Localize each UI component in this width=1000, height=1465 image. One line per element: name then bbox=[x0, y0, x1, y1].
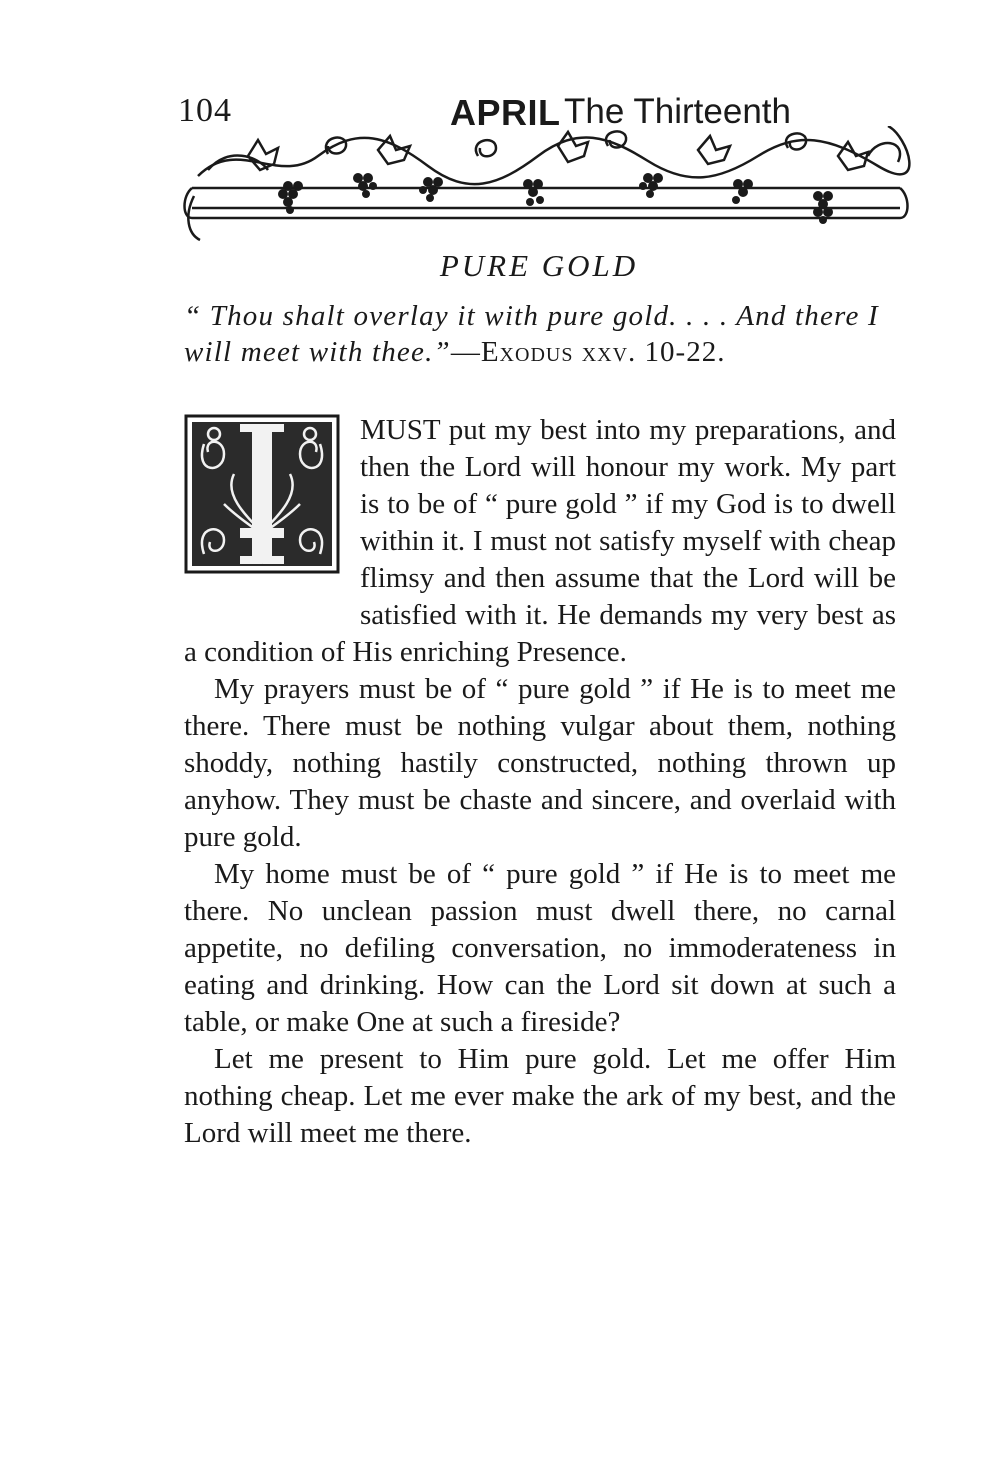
body-text bbox=[184, 412, 896, 1152]
paragraph bbox=[184, 412, 896, 671]
paragraph-text: MUST put my best into my preparations, and then the Lord will honour my work. My part is to be of “ pure gold ” if my God is to dwell within it. I must not satisfy myself with cheap flimsy and then assume that the Lord will be satisfied with it. He demands my very best as a condition of His enriching Presence. bbox=[184, 414, 896, 668]
epigraph-reference: —Exodus xxv. 10-22. bbox=[450, 336, 726, 368]
epigraph bbox=[184, 298, 896, 370]
day-heading: The Thirteenth bbox=[564, 92, 791, 131]
paragraph: Let me present to Him pure gold. Let me offer Him nothing cheap. Let me ever make the ark of my best, and the Lord will meet me there. bbox=[184, 1043, 896, 1149]
paragraph: My prayers must be of “ pure gold ” if He is to meet me there. There must be nothing vulgar about them, nothing shoddy, nothing hastily constructed, nothing thrown up anyhow. They must be chaste and sincere, and overlaid with pure gold. bbox=[184, 673, 896, 853]
dropcap-letter: I bbox=[261, 564, 263, 565]
grapevine-ornament bbox=[178, 126, 918, 246]
epigraph-quote: “ Thou shalt overlay it with pure gold. . . . And there I will meet with thee.” bbox=[184, 300, 879, 368]
paragraph: My home must be of “ pure gold ” if He is to meet me there. No unclean passion must dwell there, no carnal appetite, no defiling conversation, no immoderateness in eating and drinking. How can the Lord sit down at such a table, or make One at such a fireside? bbox=[184, 858, 896, 1038]
page-number: 104 bbox=[178, 92, 232, 129]
section-title: PURE GOLD bbox=[439, 248, 639, 283]
month-heading: APRIL bbox=[450, 92, 561, 133]
